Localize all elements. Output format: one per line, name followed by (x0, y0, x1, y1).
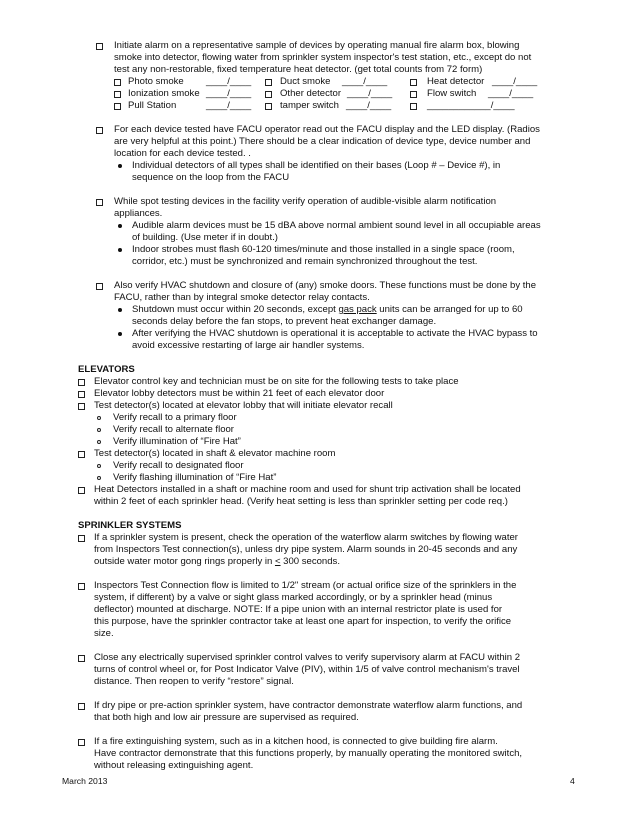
paragraph-text: 300 seconds. (280, 556, 340, 567)
checkbox[interactable] (78, 487, 85, 494)
checkbox[interactable] (78, 703, 85, 710)
bullet-line: After verifying the HVAC shutdown is operational it is acceptable to activate the HVAC bypass to (132, 328, 538, 339)
paragraph-line: that both high and low air pressure are supervised as required. (94, 712, 359, 723)
checkbox[interactable] (78, 451, 85, 458)
checkbox[interactable] (96, 199, 103, 206)
paragraph-line: appliances. (114, 208, 163, 219)
device-count-blank: ____/____ (206, 76, 252, 87)
device-count-blank: ____/____ (342, 76, 388, 87)
sub-bullet (97, 476, 101, 480)
paragraph-line: FACU, rather than by integral smoke detector relay contacts. (114, 292, 370, 303)
checkbox[interactable] (265, 103, 272, 110)
paragraph-line: smoke into detector, flowing water from sprinkler system inspector's test station, etc., except do not (114, 52, 532, 63)
paragraph-line: system, if different) by a valve or sight glass marked accordingly, or by a sprinkler head (minus (94, 592, 493, 603)
list-item: within 2 feet of each sprinkler head. (Verify heat setting is less than sprinkler setting per code req.) (94, 496, 508, 507)
list-item: Elevator control key and technician must be on site for the following tests to take place (94, 376, 459, 387)
device-count-blank: ____/____ (347, 88, 393, 99)
sub-item: Verify recall to a primary floor (113, 412, 237, 423)
paragraph-text: outside water motor gong rings properly in (94, 556, 275, 567)
checkbox[interactable] (114, 91, 121, 98)
bullet (118, 248, 122, 252)
checkbox[interactable] (96, 283, 103, 290)
checkbox[interactable] (78, 739, 85, 746)
list-item: Elevator lobby detectors must be within 21 feet of each elevator door (94, 388, 385, 399)
device-count-blank: ____________/____ (427, 100, 515, 111)
section-heading: SPRINKLER SYSTEMS (78, 520, 182, 531)
paragraph-line: Inspectors Test Connection flow is limited to 1/2" stream (or actual orifice size of the sprinklers in the (94, 580, 517, 591)
paragraph-line: distance. Then reopen to verify “restore” signal. (94, 676, 294, 687)
paragraph-line: If a fire extinguishing system, such as in a kitchen hood, is connected to give building fire alarm. (94, 736, 498, 747)
device-label: Ionization smoke (128, 88, 200, 99)
paragraph-line: Also verify HVAC shutdown and closure of (any) smoke doors. These functions must be done by the (114, 280, 537, 291)
bullet (118, 308, 122, 312)
checkbox[interactable] (78, 655, 85, 662)
bullet-line: seconds delay before the fan stops, to prevent heat exchanger damage. (132, 316, 437, 327)
device-label: Flow switch (427, 88, 477, 99)
device-count-blank: ____/____ (346, 100, 392, 111)
bullet-line (132, 304, 523, 315)
underlined-text: gas pack (338, 304, 377, 315)
sub-bullet (97, 416, 101, 420)
underlined-text: < (274, 556, 281, 567)
paragraph-line: Have contractor demonstrate that this functions properly, by manually operating the monitored switch, (94, 748, 523, 759)
bullet (118, 164, 122, 168)
checkbox[interactable] (78, 379, 85, 386)
sub-item: Verify illumination of “Fire Hat” (113, 436, 241, 447)
device-count-blank: ____/____ (206, 100, 252, 111)
sub-item: Verify flashing illumination of “Fire Hat” (113, 472, 277, 483)
bullet-line: corridor, etc.) must be synchronized and remain synchronized throughout the test. (132, 256, 478, 267)
device-label: Pull Station (128, 100, 177, 111)
device-count-blank: ____/____ (488, 88, 534, 99)
device-count-blank: ____/____ (206, 88, 252, 99)
checkbox[interactable] (78, 535, 85, 542)
paragraph-line: While spot testing devices in the facility verify operation of audible-visible alarm notification (114, 196, 497, 207)
checkbox[interactable] (96, 127, 103, 134)
sub-bullet (97, 464, 101, 468)
checkbox[interactable] (78, 403, 85, 410)
bullet-line: sequence on the loop from the FACU (132, 172, 290, 183)
page-number: 4 (570, 776, 575, 786)
bullet-line: Audible alarm devices must be 15 dBA above normal ambient sound level in all occupiable areas (132, 220, 541, 231)
list-item: Heat Detectors installed in a shaft or machine room and used for shunt trip activation shall be located (94, 484, 521, 495)
sub-item: Verify recall to designated floor (113, 460, 244, 471)
bullet (118, 332, 122, 336)
checkbox[interactable] (410, 79, 417, 86)
paragraph-line: If a sprinkler system is present, check the operation of the waterflow alarm switches by flowing water (94, 532, 518, 543)
bullet-line: avoid excessive restarting of large air handler systems. (132, 340, 365, 351)
device-label: Other detector (280, 88, 342, 99)
section-heading: ELEVATORS (78, 364, 135, 375)
paragraph-line: Initiate alarm on a representative sample of devices by operating manual fire alarm box, blowing (114, 40, 520, 51)
list-item: Test detector(s) located at elevator lobby that will initiate elevator recall (94, 400, 393, 411)
paragraph-line: turns of control wheel or, for Post Indicator Valve (PIV), within 1/5 of valve control mechanism's travel (94, 664, 520, 675)
paragraph-line: this purpose, have the sprinkler contractor take at least one apart for inspection, to verify the orifice (94, 616, 512, 627)
sub-bullet (97, 428, 101, 432)
checkbox[interactable] (114, 79, 121, 86)
device-label: Heat detector (427, 76, 485, 87)
paragraph-line: size. (94, 628, 114, 639)
paragraph-line (94, 556, 340, 567)
paragraph-line: without releasing extinguishing agent. (94, 760, 254, 771)
paragraph-line: test any non-restorable, fixed temperature heat detector. (get total counts from 72 form) (114, 64, 483, 75)
checkbox[interactable] (78, 583, 85, 590)
checkbox[interactable] (114, 103, 121, 110)
device-label: Duct smoke (280, 76, 331, 87)
bullet-line: Individual detectors of all types shall be identified on their bases (Loop # – Device #), in (132, 160, 501, 171)
list-item: Test detector(s) located in shaft & elevator machine room (94, 448, 336, 459)
sub-item: Verify recall to alternate floor (113, 424, 234, 435)
device-label: tamper switch (280, 100, 339, 111)
bullet-text: units can be arranged for up to 60 (376, 304, 523, 315)
paragraph-line: For each device tested have FACU operator read out the FACU display and the LED display. (Radios (114, 124, 540, 135)
paragraph-line: from Inspectors Test connection(s), unless dry pipe system. Alarm sounds in 20-45 seconds and any (94, 544, 518, 555)
bullet-line: of building. (Use meter if in doubt.) (132, 232, 278, 243)
device-label: Photo smoke (128, 76, 184, 87)
footer-date: March 2013 (62, 776, 108, 786)
checkbox[interactable] (265, 79, 272, 86)
checkbox[interactable] (265, 91, 272, 98)
bullet-line: Indoor strobes must flash 60-120 times/minute and those installed in a single space (room, (132, 244, 515, 255)
sub-bullet (97, 440, 101, 444)
checkbox[interactable] (410, 91, 417, 98)
checkbox[interactable] (96, 43, 103, 50)
checkbox[interactable] (78, 391, 85, 398)
bullet-text: Shutdown must occur within 20 seconds, except (132, 304, 339, 315)
device-count-blank: ____/____ (492, 76, 538, 87)
paragraph-line: location for each device tested. . (114, 148, 251, 159)
checkbox[interactable] (410, 103, 417, 110)
bullet (118, 224, 122, 228)
paragraph-line: Close any electrically supervised sprinkler control valves to verify supervisory alarm at FACU within 2 (94, 652, 521, 663)
paragraph-line: If dry pipe or pre-action sprinkler system, have contractor demonstrate waterflow alarm functions, and (94, 700, 523, 711)
paragraph-line: deflector) mounted at discharge. NOTE: If a pipe union with an internal restrictor plate is used for (94, 604, 503, 615)
paragraph-line: are very helpful at this point.) There should be a clear indication of device type, device number and (114, 136, 531, 147)
